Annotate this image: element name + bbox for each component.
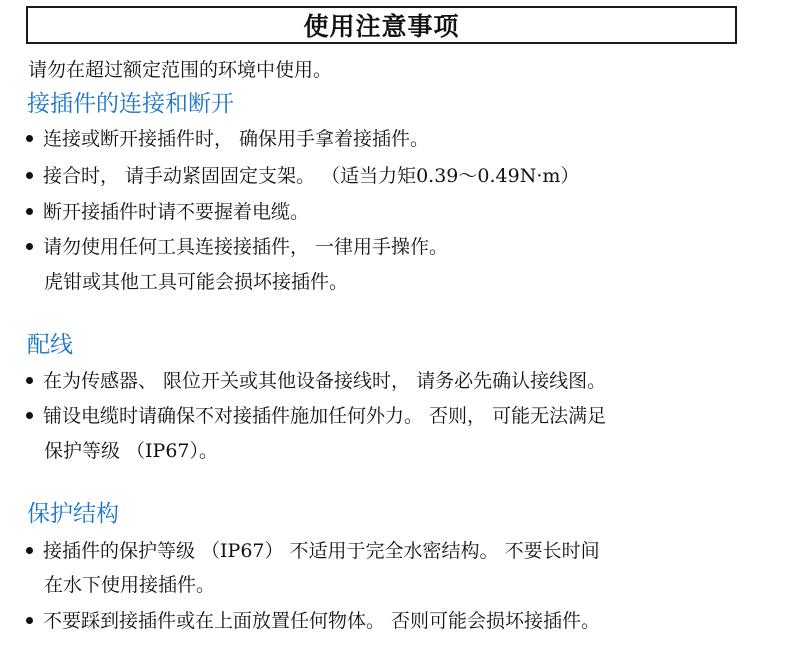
section-heading-connect: 接插件的连接和断开 [27,91,234,117]
bullet-item [26,197,309,227]
bullet-dot-icon [26,172,33,179]
intro-text: 请勿在超过额定范围的环境中使用。 [28,59,333,81]
bullet-text: 铺设电缆时请确保不对接插件施加任何外力。 否则， 可能无法满足 [43,405,607,427]
section-heading-wiring: 配线 [27,332,73,358]
title-box [26,6,737,44]
bullet-dot-icon [26,243,33,250]
bullet-item [26,124,429,154]
bullet-dot-icon [26,208,33,215]
bullet-text: 连接或断开接插件时， 确保用手拿着接插件。 [43,128,430,150]
bullet-item [26,536,600,566]
bullet-continuation: 保护等级 （IP67）。 [44,440,219,462]
bullet-text: 断开接插件时请不要握着电缆。 [43,201,310,223]
page-title: 使用注意事项 [303,12,460,41]
bullet-text: 接插件的保护等级 （IP67） 不适用于完全水密结构。 不要长时间 [43,540,600,562]
bullet-text: 接合时， 请手动紧固固定支架。 （适当力矩0.39～0.49N·m） [43,165,580,187]
bullet-item [26,366,606,396]
bullet-dot-icon [26,617,33,624]
bullet-text: 在为传感器、 限位开关或其他设备接线时， 请务必先确认接线图。 [43,370,607,392]
bullet-dot-icon [26,135,33,142]
section-heading-protection: 保护结构 [27,501,119,527]
bullet-dot-icon [26,377,33,384]
bullet-item [26,161,579,191]
bullet-dot-icon [26,412,33,419]
bullet-text: 不要踩到接插件或在上面放置任何物体。 否则可能会损坏接插件。 [43,610,601,632]
bullet-item [26,606,600,636]
bullet-text: 请勿使用任何工具连接接插件， 一律用手操作。 [43,236,449,258]
bullet-continuation: 在水下使用接插件。 [44,574,216,596]
bullet-item [26,232,448,262]
bullet-item [26,401,606,431]
bullet-continuation: 虎钳或其他工具可能会损坏接插件。 [44,271,349,293]
bullet-dot-icon [26,547,33,554]
